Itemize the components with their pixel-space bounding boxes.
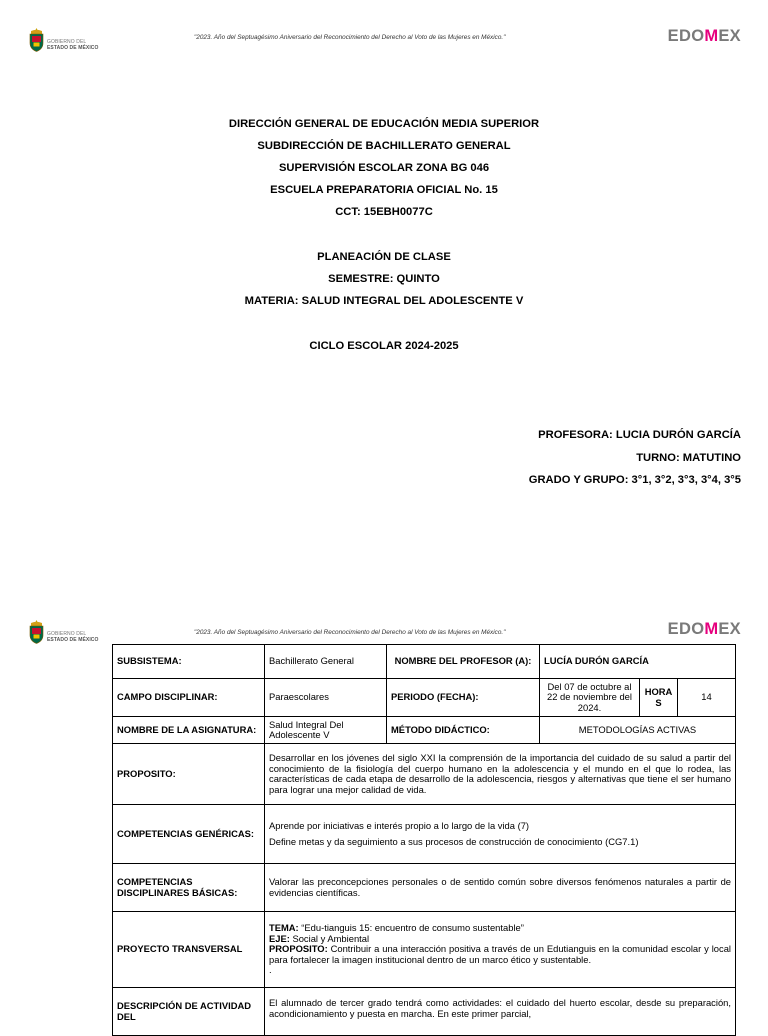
competencias-basicas-value: Valorar las preconcepciones personales o de sentido común sobre diversos fenómenos naturales a partir de evidencias científicas. <box>265 864 736 912</box>
profesor-value: LUCÍA DURÓN GARCÍA <box>540 645 736 679</box>
state-seal-icon <box>28 620 45 644</box>
horas-label: HORA S <box>640 679 678 717</box>
table-row <box>113 717 736 744</box>
government-logo <box>28 620 108 650</box>
institution-heading <box>0 113 768 223</box>
plan-heading <box>0 246 768 312</box>
page1-header <box>0 28 768 68</box>
header-motto: "2023. Año del Septuagésimo Aniversario del Reconocimiento del Derecho al Voto de las Mujeres en México." <box>194 629 506 636</box>
competencias-genericas-value <box>265 805 736 864</box>
asignatura-value: Salud Integral Del Adolescente V <box>265 717 387 744</box>
header-motto: "2023. Año del Septuagésimo Aniversario del Reconocimiento del Derecho al Voto de las Mujeres en México." <box>194 34 506 41</box>
institution-line: SUBDIRECCIÓN DE BACHILLERATO GENERAL <box>257 140 511 152</box>
metodo-value: METODOLOGÍAS ACTIVAS <box>540 717 736 744</box>
competencia-generica-item: Aprende por iniciativas e interés propio a lo largo de la vida (7) <box>269 820 530 831</box>
campo-label: CAMPO DISCIPLINAR: <box>113 679 265 717</box>
plan-line: PLANEACIÓN DE CLASE <box>317 251 451 263</box>
asignatura-label: NOMBRE DE LA ASIGNATURA: <box>113 717 265 744</box>
horas-value: 14 <box>678 679 736 717</box>
table-row <box>113 864 736 912</box>
table-row <box>113 645 736 679</box>
government-logo-text: GOBIERNO DEL ESTADO DE MÉXICO <box>47 631 99 643</box>
proyecto-transversal-value: TEMA: “Edu-tianguis 15: encuentro de consumo sustentable” EJE: Social y Ambiental PROPOSITO: Contribuir a una interacción positiva a través de un Edutianguis en la comunidad escolar y local para fortalecer la imagen institucional dentro de un marco ético y sustentable. . <box>265 912 736 988</box>
proposito-label: PROPOSITO: <box>113 744 265 805</box>
cycle-line: CICLO ESCOLAR 2024-2025 <box>309 340 459 352</box>
table-row <box>113 912 736 988</box>
table-row <box>113 805 736 864</box>
government-logo-text: GOBIERNO DEL ESTADO DE MÉXICO <box>47 39 99 51</box>
plan-line: SEMESTRE: QUINTO <box>328 273 440 285</box>
competencias-genericas-label: COMPETENCIAS GENÉRICAS: <box>113 805 265 864</box>
institution-line: ESCUELA PREPARATORIA OFICIAL No. 15 <box>270 184 498 196</box>
subsistema-value: Bachillerato General <box>265 645 387 679</box>
shift-line: TURNO: MATUTINO <box>636 451 741 464</box>
proyecto-transversal-label: PROYECTO TRANSVERSAL <box>113 912 265 988</box>
table-row <box>113 744 736 805</box>
edomex-logo: EDOMEX <box>667 27 741 45</box>
periodo-label: PERIODO (FECHA): <box>387 679 540 717</box>
institution-line: DIRECCIÓN GENERAL DE EDUCACIÓN MEDIA SUPERIOR <box>228 118 540 130</box>
descripcion-value: El alumnado de tercer grado tendrá como actividades: el cuidado del huerto escolar, desde su preparación, acondicionamiento y puesta en marcha. En este primer parcial, <box>265 988 736 1036</box>
plan-line: MATERIA: SALUD INTEGRAL DEL ADOLESCENTE V <box>244 295 524 307</box>
descripcion-label: DESCRIPCIÓN DE ACTIVIDAD DEL <box>113 988 265 1036</box>
groups-line: GRADO Y GRUPO: 3°1, 3°2, 3°3, 3°4, 3°5 <box>528 474 741 486</box>
institution-line: CCT: 15EBH0077C <box>335 206 433 218</box>
teacher-info <box>529 424 741 492</box>
school-cycle <box>0 335 768 357</box>
periodo-value: Del 07 de octubre al 22 de noviembre del 2024. <box>540 679 640 717</box>
proposito-value: Desarrollar en los jóvenes del siglo XXI la comprensión de la importancia del cuidado de su salud a partir del conocimiento de la fisiología del cuerpo humano en la adolescencia y el mundo en el que lo rodea, las características de cada etapa de desarrollo de la adolescencia, riesgos y alternativas que tiene el ser humano para lograr una mejor calidad de vida. <box>265 744 736 805</box>
table-row <box>113 988 736 1036</box>
institution-line: SUPERVISIÓN ESCOLAR ZONA BG 046 <box>278 162 490 174</box>
teacher-line: PROFESORA: LUCIA DURÓN GARCÍA <box>538 429 741 441</box>
government-logo <box>28 28 108 58</box>
metodo-label: MÉTODO DIDÁCTICO: <box>387 717 540 744</box>
table-row <box>113 679 736 717</box>
state-seal-icon <box>28 28 45 52</box>
competencias-basicas-label: COMPETENCIAS DISCIPLINARES BÁSICAS: <box>113 864 265 912</box>
edomex-logo: EDOMEX <box>667 620 741 638</box>
competencia-generica-item: Define metas y da seguimiento a sus procesos de construcción de conocimiento (CG7.1) <box>269 835 639 847</box>
class-plan-table <box>112 644 736 1036</box>
campo-value: Paraescolares <box>265 679 387 717</box>
profesor-label: NOMBRE DEL PROFESOR (A): <box>387 645 540 679</box>
subsistema-label: SUBSISTEMA: <box>113 645 265 679</box>
